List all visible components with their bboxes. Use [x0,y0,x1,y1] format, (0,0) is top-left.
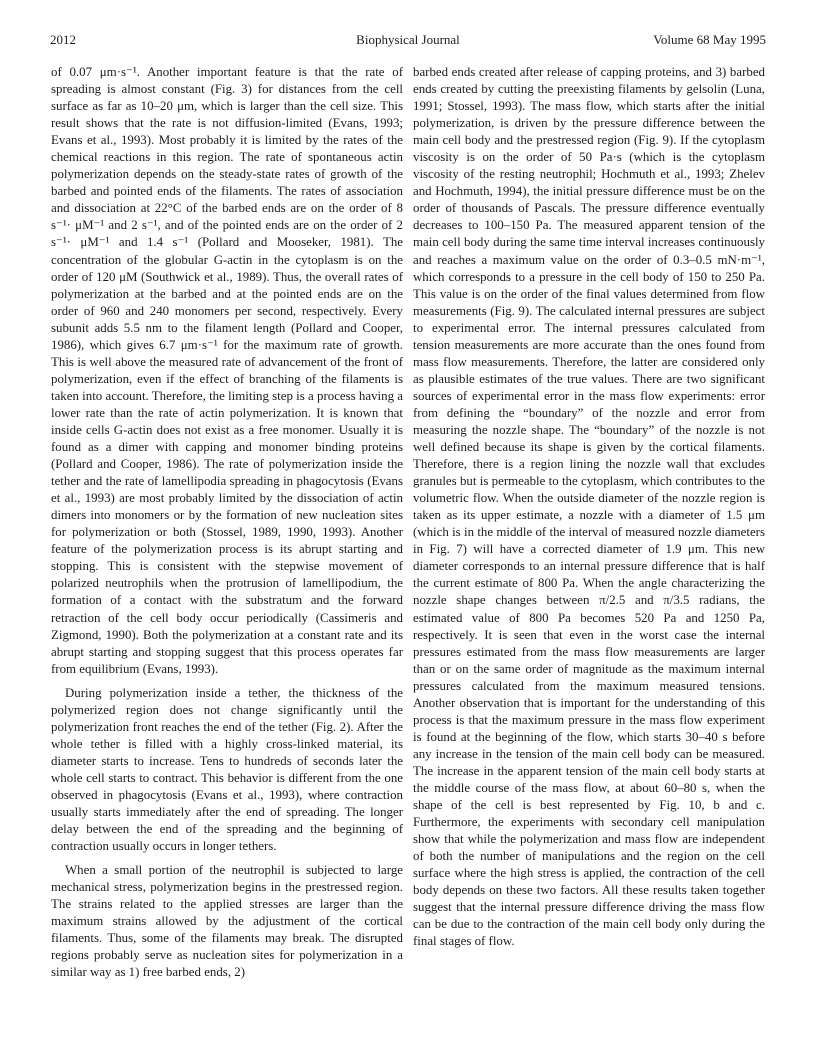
journal-title: Biophysical Journal [356,32,460,47]
paragraph: barbed ends created after release of capping proteins, and 3) barbed ends created by cutting the preexisting filaments by gelsolin (Luna, 1991; Stossel, 1993). The mass flow, which starts after the initial polymerization, is driven by the pressure difference between the main cell body and the prestressed region (Fig. 9). If the cytoplasm viscosity is on the order of 50 Pa·s (which is the cytoplasm viscosity of the resting neutrophil; Hochmuth et al., 1993; Zhelev and Hochmuth, 1994), the initial pressure difference must be on the order of thousands of Pascals. The pressure difference eventually decreases to 100–150 Pa. The measured apparent tension of the main cell body during the same time interval increases continuously and reaches a maximum value on the order of 0.3–0.5 mN·m⁻¹, which corresponds to a pressure in the cell body of 150 to 250 Pa. This value is on the order of the final values determined from flow measurements (Fig. 9). The calculated internal pressures are subject to experimental error. The internal pressures calculated from tension measurements are more accurate than the ones found from mass flow measurements. Therefore, the latter are considered only as plausible estimates of the true values. There are two significant sources of experimental error in the mass flow experiments: error from defining the “boundary” of the nozzle and error from measuring the nozzle shape. The “boundary” of the nozzle is not well defined because its shape is given by the cortical filaments. Therefore, there is a region lining the nozzle wall that excludes granules but is permeable to the cytoplasm, which contributes to the volumetric flow. When the outside diameter of the nozzle region is taken as its upper estimate, a nozzle with a diameter of 1.5 μm (which is in the middle of the interval of measured nozzle diameters in Fig. 7) will have a corrected diameter of 1.9 μm. This new diameter corresponds to an internal pressure difference that is half the current estimate of 800 Pa. When the angle characterizing the nozzle shape changes between π/2.5 and π/3.5 radians, the estimated value of 800 Pa becomes 520 Pa and 1250 Pa, respectively. It is seen that even in the worst case the internal pressures estimated from the mass flow measurements are larger than or on the same order of magnitude as the maximum internal pressures calculated from the maximum measured tensions. Another observation that is important for the understanding of this process is that the maximum pressure in the mass flow experiment is found at the beginning of the flow, which starts 30–40 s before any increase in the tension of the main cell body can be measured. The increase in the apparent tension of the main cell body starts at the middle course of the mass flow, at about 60–80 s, when the shape of the cell is best represented by Fig. 10, b and c. Furthermore, the experiments with secondary cell manipulation show that while the polymerization and mass flow are independent of both the number of manipulations and the region on the cell surface where the high stress is applied, the contraction of the cell body depends on these two factors. All these results taken together suggest that the internal pressure difference driving the mass flow can be due to the contraction of the main cell body only during the final stages of flow. [413,65,765,949]
page-number: 2012 [50,32,76,47]
running-header [50,31,766,49]
volume-issue: Volume 68 May 1995 [653,32,766,47]
paragraph: During polymerization inside a tether, the thickness of the polymerized region does not change significantly until the polymerization front reaches the end of the tether (Fig. 2). After the whole tether is filled with a highly cross-linked material, its diameter starts to increase. Tens to hundreds of seconds later the whole cell starts to contract. This behavior is different from the one observed in phagocytosis (Evans et al., 1993), where contraction usually starts immediately after the end of spreading. The longer delay between the end of the spreading and the beginning of contraction usually occurs in longer tethers. [51,685,403,854]
paragraph: of 0.07 μm·s⁻¹. Another important feature is that the rate of spreading is almost constant (Fig. 3) for distances from the cell surface as far as 10–20 μm, which is larger than the cell size. This result shows that the rate is not diffusion-limited (Evans, 1993; Evans et al., 1993). Most probably it is limited by the rates of the chemical reactions in this region. The rate of spontaneous actin polymerization depends on the steady-state rates of growth of the barbed and pointed ends of the filaments. The rates of association and dissociation at 22°C of the barbed ends are on the order of 8 s⁻¹· μM⁻¹ and 2 s⁻¹, and of the pointed ends are on the order of 2 s⁻¹· μM⁻¹ and 1.4 s⁻¹ (Pollard and Mooseker, 1981). The concentration of the globular G-actin in the cytoplasm is on the order of 120 μM (Southwick et al., 1989). Thus, the overall rates of polymerization at the barbed and at the pointed ends are on the order of 960 and 240 monomers per second, respectively. Every subunit adds 5.5 nm to the filament length (Pollard and Cooper, 1986), which gives 6.7 μm·s⁻¹ for the maximum rate of growth. This is well above the measured rate of advancement of the front of polymerization, even if the effect of branching of the filaments is taken into account. Therefore, the limiting step is a process having a lower rate than the rate of actin polymerization. It is known that inside cells G-actin does not exist as a free monomer. Usually it is found as a dimer with capping and monomer binding proteins (Pollard and Cooper, 1986). The rate of polymerization inside the tether and the rate of lamellipodia spreading in phagocytosis (Evans et al., 1993) are most probably limited by the dissociation of actin dimers into monomers or by the formation of new nucleation sites for polymerization or both (Stossel, 1989, 1990, 1993). Another feature of the polymerization process is its abrupt starting and stopping. This is consistent with the stepwise movement of polarized neutrophils when the protrusion of lamellipodium, the formation of a contact with the substratum and the forward retraction of the cell body occur periodically (Cassimeris and Zigmond, 1990). Both the polymerization at a constant rate and its abrupt starting and stopping suggest that this process operates far from equilibrium (Evans, 1993). [51,65,403,676]
right-column [413,64,765,950]
paragraph: When a small portion of the neutrophil is subjected to large mechanical stress, polymerization begins in the prestressed region. The strains related to the applied stresses are larger than the maximum strains allowed by the adjustment of the cortical filaments. Thus, some of the filaments may break. The disrupted regions probably serve as nucleation sites for polymerization in a similar way as 1) free barbed ends, 2) [51,863,403,980]
left-column [51,64,403,981]
